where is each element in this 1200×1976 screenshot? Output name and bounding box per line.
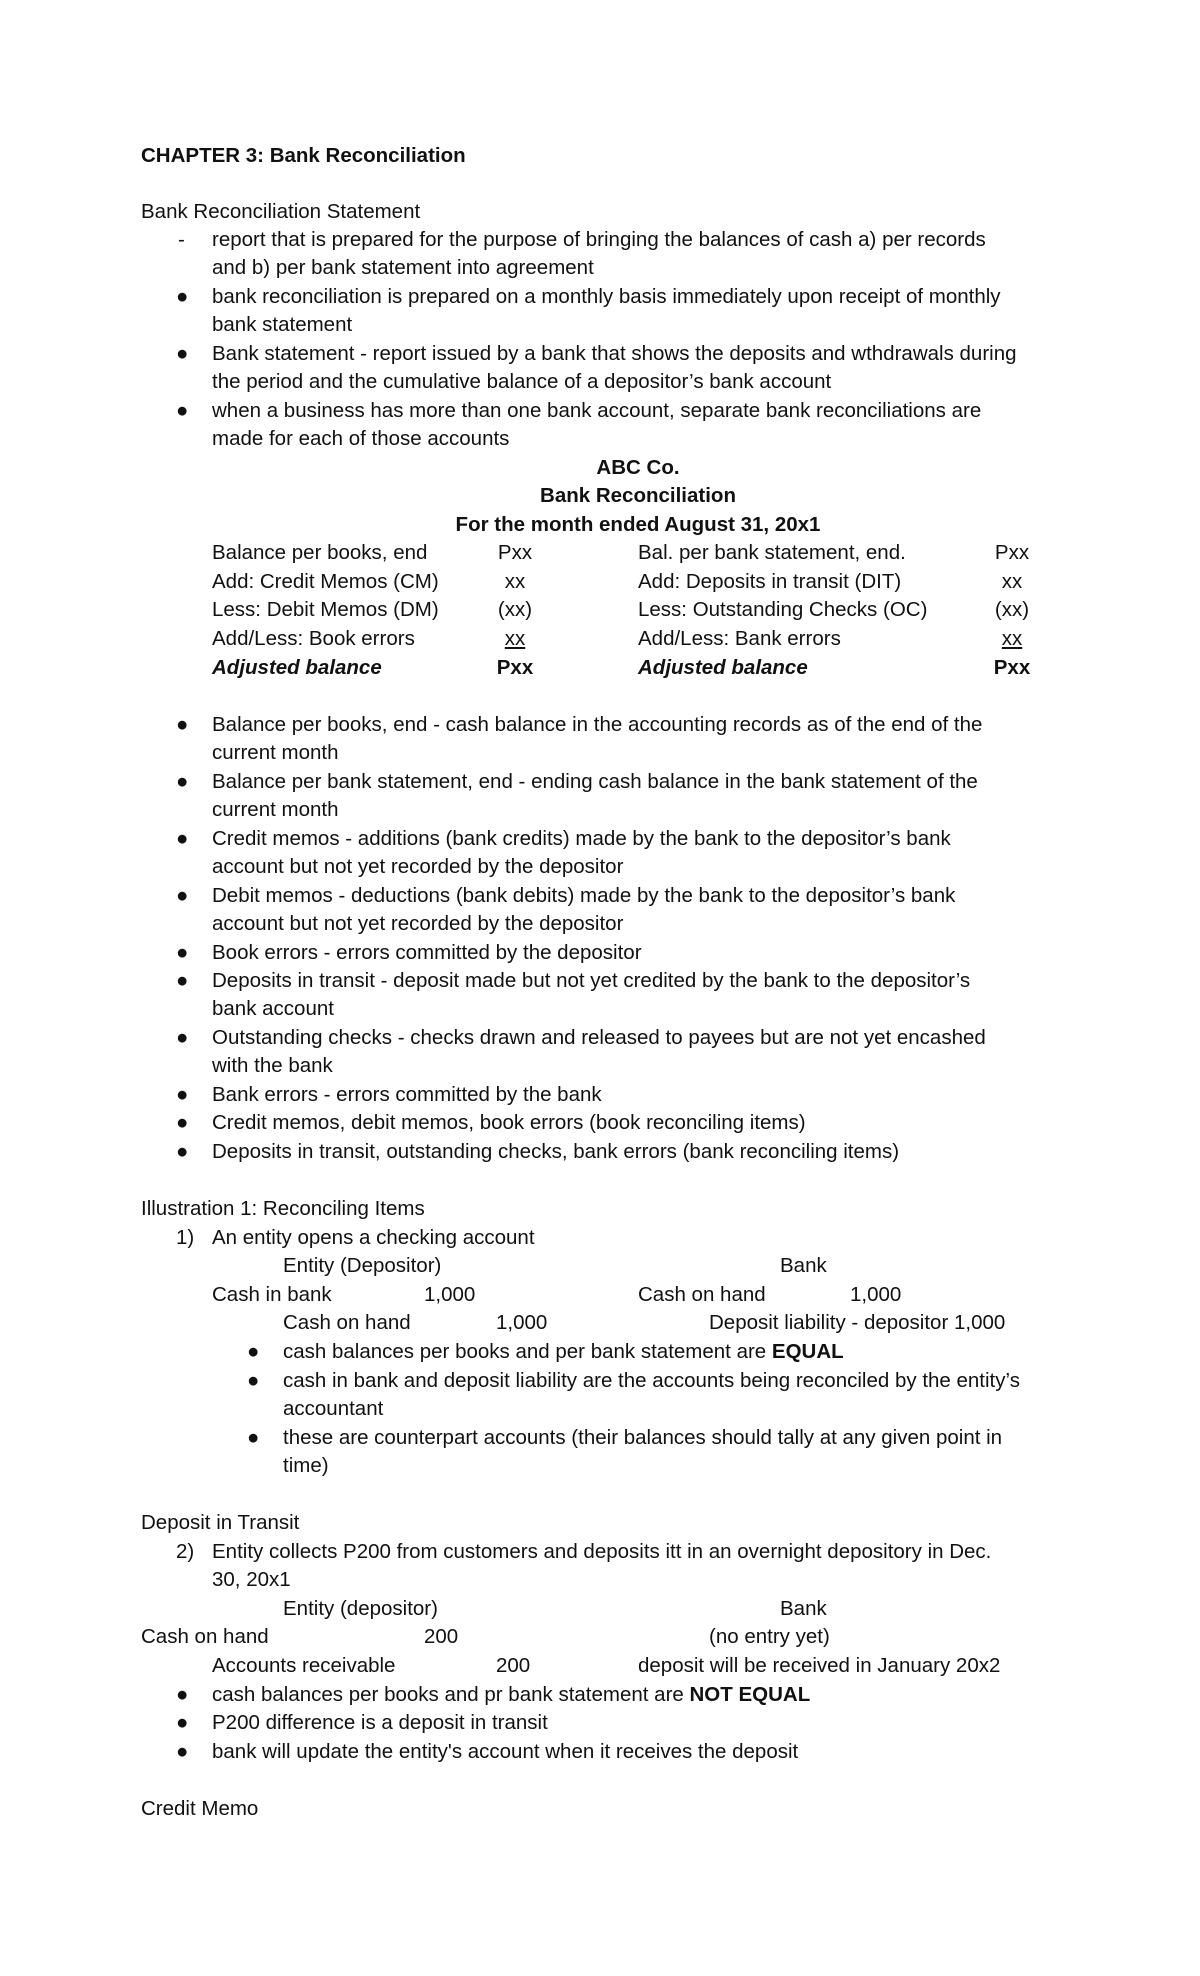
bank-note: deposit will be received in January 20x2 — [638, 1654, 1001, 1677]
bullet-icon: ● — [247, 1369, 260, 1392]
recon-bank-adjusted-label: Adjusted balance — [638, 656, 808, 679]
bullet-icon: ● — [176, 884, 189, 907]
bullet-line: these are counterpart accounts (their balances should tally at any given point in — [283, 1426, 1003, 1449]
journal-amount: 1,000 — [496, 1311, 548, 1334]
illustration-item-text: An entity opens a checking account — [212, 1226, 535, 1249]
recon-bank-value: xx — [1001, 570, 1023, 593]
journal-amount: 200 — [424, 1625, 459, 1648]
bullet-icon: ● — [176, 770, 189, 793]
section-heading-bank-reconciliation-statement: Bank Reconciliation Statement — [141, 200, 421, 223]
definition-item-line: Balance per books, end - cash balance in the accounting records as of the end of the — [212, 713, 983, 736]
bullet-line: bank reconciliation is prepared on a monthly basis immediately upon receipt of monthly — [212, 285, 1001, 308]
bullet-icon: ● — [176, 1083, 189, 1106]
illustration-heading: Illustration 1: Reconciling Items — [141, 1197, 425, 1220]
definition-item-line: current month — [212, 741, 339, 764]
journal-amount: 1,000 — [424, 1283, 476, 1306]
recon-books-value: xx — [504, 627, 526, 650]
recon-bank-value: Pxx — [994, 541, 1030, 564]
bullet-icon: ● — [176, 285, 189, 308]
recon-bank-label: Add: Deposits in transit (DIT) — [638, 570, 902, 593]
dit-line: Entity collects P200 from customers and deposits itt in an overnight depository in Dec. — [212, 1540, 992, 1563]
definition-item-line: current month — [212, 798, 339, 821]
recon-books-adjusted-label: Adjusted balance — [212, 656, 382, 679]
bullet-icon: ● — [176, 1140, 189, 1163]
definition-item-line: Credit memos, debit memos, book errors (book reconciling items) — [212, 1111, 806, 1134]
bullet-icon: ● — [176, 969, 189, 992]
definition-item-line: account but not yet recorded by the depositor — [212, 855, 624, 878]
bank-label: Bank — [780, 1254, 827, 1277]
recon-books-label: Less: Debit Memos (DM) — [212, 598, 439, 621]
definition-item-line: with the bank — [212, 1054, 333, 1077]
journal-account: Cash on hand — [141, 1625, 269, 1648]
bullet-line: P200 difference is a deposit in transit — [212, 1711, 548, 1734]
list-number: 2) — [176, 1540, 195, 1563]
chapter-title: CHAPTER 3: Bank Reconciliation — [141, 144, 466, 167]
bullet-icon: ● — [176, 713, 189, 736]
recon-books-label: Add: Credit Memos (CM) — [212, 570, 439, 593]
bullet-icon: ● — [176, 1026, 189, 1049]
bullet-icon: ● — [247, 1426, 260, 1449]
entity-label: Entity (depositor) — [283, 1597, 438, 1620]
bank-note: (no entry yet) — [709, 1625, 830, 1648]
emphasis-not-equal: NOT EQUAL — [689, 1683, 811, 1706]
emphasis-equal: EQUAL — [771, 1340, 844, 1363]
definition-item-line: account but not yet recorded by the depositor — [212, 912, 624, 935]
definition-item-line: Deposits in transit, outstanding checks, bank errors (bank reconciling items) — [212, 1140, 900, 1163]
bullet-icon: ● — [176, 1111, 189, 1134]
journal-account: Cash in bank — [212, 1283, 332, 1306]
recon-books-label: Balance per books, end — [212, 541, 428, 564]
definition-item-line: Book errors - errors committed by the depositor — [212, 941, 642, 964]
bullet-line: bank will update the entity's account when it receives the deposit — [212, 1740, 799, 1763]
journal-account: Deposit liability - depositor 1,000 — [709, 1311, 1006, 1334]
definition-item-line: Balance per bank statement, end - ending cash balance in the bank statement of the — [212, 770, 978, 793]
recon-books-adjusted-value: Pxx — [496, 656, 534, 679]
bullet-icon: ● — [247, 1340, 260, 1363]
credit-memo-heading: Credit Memo — [141, 1797, 259, 1820]
definition-item-line: Bank errors - errors committed by the bank — [212, 1083, 602, 1106]
journal-amount: 200 — [496, 1654, 531, 1677]
bullet-icon: ● — [176, 1711, 189, 1734]
list-number: 1) — [176, 1226, 195, 1249]
bullet-line: made for each of those accounts — [212, 427, 510, 450]
bullet-line: bank statement — [212, 313, 353, 336]
definition-line: report that is prepared for the purpose of bringing the balances of cash a) per records — [212, 228, 986, 251]
recon-books-label: Add/Less: Book errors — [212, 627, 415, 650]
definition-line: and b) per bank statement into agreement — [212, 256, 594, 279]
definition-item-line: Deposits in transit - deposit made but not yet credited by the bank to the depositor’s — [212, 969, 971, 992]
bullet-line: cash balances per books and pr bank statement are NOT EQUAL — [212, 1683, 811, 1706]
bullet-line: cash balances per books and per bank statement are EQUAL — [283, 1340, 844, 1363]
dit-heading: Deposit in Transit — [141, 1511, 300, 1534]
journal-account: Cash on hand — [283, 1311, 411, 1334]
bullet-line: cash in bank and deposit liability are the accounts being reconciled by the entity’s — [283, 1369, 1020, 1392]
recon-company: ABC Co. — [596, 456, 680, 479]
definition-item-line: Credit memos - additions (bank credits) made by the bank to the depositor’s bank — [212, 827, 951, 850]
journal-account: Accounts receivable — [212, 1654, 396, 1677]
recon-bank-adjusted-value: Pxx — [993, 656, 1031, 679]
bullet-icon: ● — [176, 342, 189, 365]
bullet-icon: ● — [176, 827, 189, 850]
bullet-icon: ● — [176, 399, 189, 422]
bullet-line: when a business has more than one bank account, separate bank reconciliations are — [212, 399, 982, 422]
bullet-line: the period and the cumulative balance of a depositor’s bank account — [212, 370, 832, 393]
bank-label: Bank — [780, 1597, 827, 1620]
bullet-icon: ● — [176, 1740, 189, 1763]
bullet-line: Bank statement - report issued by a bank that shows the deposits and wthdrawals during — [212, 342, 1017, 365]
definition-item-line: Outstanding checks - checks drawn and released to payees but are not yet encashed — [212, 1026, 986, 1049]
journal-amount: 1,000 — [850, 1283, 902, 1306]
recon-books-value: Pxx — [497, 541, 533, 564]
entity-label: Entity (Depositor) — [283, 1254, 442, 1277]
dit-line: 30, 20x1 — [212, 1568, 291, 1591]
bullet-line: accountant — [283, 1397, 384, 1420]
recon-bank-label: Less: Outstanding Checks (OC) — [638, 598, 928, 621]
recon-period: For the month ended August 31, 20x1 — [455, 513, 821, 536]
recon-bank-label: Bal. per bank statement, end. — [638, 541, 906, 564]
bullet-icon: ● — [176, 1683, 189, 1706]
definition-item-line: Debit memos - deductions (bank debits) made by the bank to the depositor’s bank — [212, 884, 956, 907]
bullet-line: time) — [283, 1454, 329, 1477]
journal-account: Cash on hand — [638, 1283, 766, 1306]
definition-item-line: bank account — [212, 997, 334, 1020]
recon-bank-value: (xx) — [994, 598, 1030, 621]
dash-marker: - — [178, 228, 185, 251]
recon-books-value: xx — [504, 570, 526, 593]
recon-books-value: (xx) — [497, 598, 533, 621]
recon-bank-value: xx — [1001, 627, 1023, 650]
recon-title: Bank Reconciliation — [540, 484, 736, 507]
bullet-icon: ● — [176, 941, 189, 964]
recon-bank-label: Add/Less: Bank errors — [638, 627, 841, 650]
